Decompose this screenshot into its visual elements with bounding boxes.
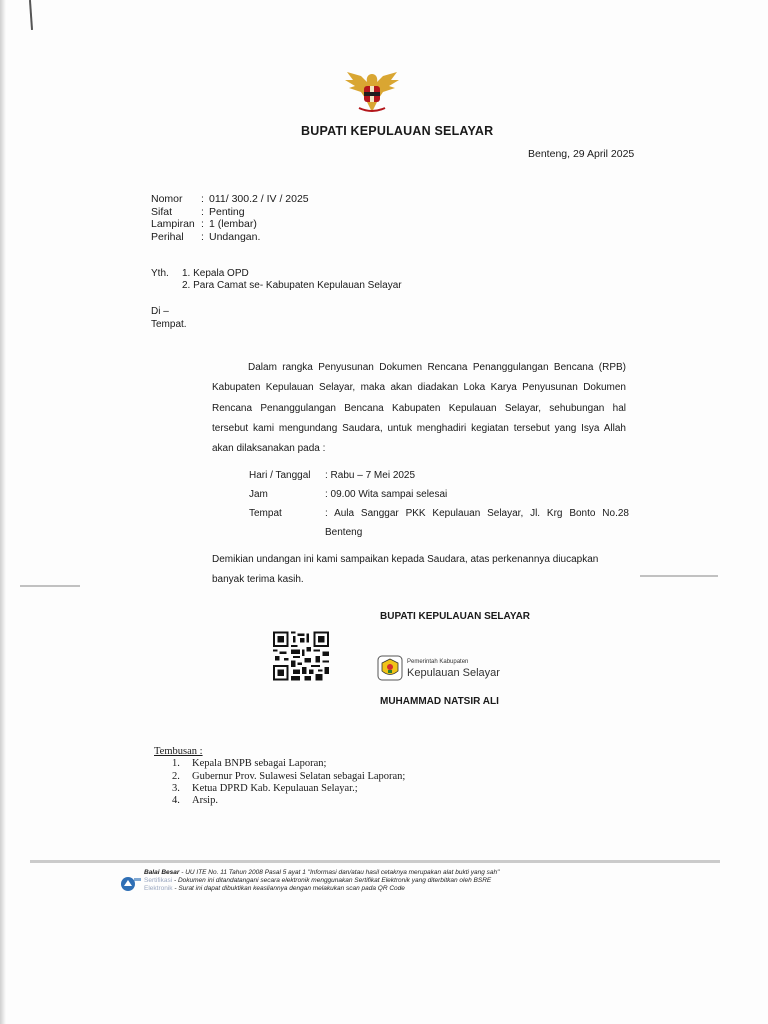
place-line: Tempat. bbox=[151, 318, 187, 330]
meta-value: 1 (lembar) bbox=[209, 218, 257, 230]
e-signature-seal bbox=[377, 652, 509, 684]
list-item bbox=[154, 783, 405, 795]
carbon-copy-block bbox=[154, 746, 405, 807]
meta-row-lampiran bbox=[151, 218, 309, 231]
detail-row-date bbox=[249, 466, 629, 485]
cc-number: 3. bbox=[172, 782, 180, 794]
detail-row-time bbox=[249, 485, 629, 504]
e-signature-footer bbox=[118, 869, 598, 892]
recipient-spacer bbox=[151, 280, 182, 292]
cc-title: Tembusan : bbox=[154, 746, 203, 757]
meta-row-perihal bbox=[151, 231, 309, 244]
detail-label: Tempat bbox=[249, 508, 282, 519]
event-details bbox=[249, 466, 629, 542]
cc-number: 4. bbox=[172, 795, 180, 807]
recipient-place bbox=[151, 306, 187, 331]
letter-meta bbox=[151, 193, 309, 243]
detail-label: Hari / Tanggal bbox=[249, 470, 311, 481]
cc-text: Kepala BNPB sebagai Laporan; bbox=[192, 758, 327, 770]
body-paragraph-text: Dalam rangka Penyusunan Dokumen Rencana Penanggulangan Bencana (RPB) Kabupaten Kepulauan Selayar, maka akan diadakan Loka Karya Penyusunan Dokumen Rencana Penanggulangan Bencana Kabupaten Kepulauan Selayar, sehubungan hal tersebut kami mengundang Saudara, untuk menghadiri kegiatan tersebut yang Isya Allah akan dilaksanakan pada : bbox=[212, 362, 626, 455]
detail-value: : Rabu – 7 Mei 2025 bbox=[325, 470, 416, 481]
footer-label: Elektronik bbox=[144, 884, 173, 892]
footer-line bbox=[144, 885, 598, 893]
qr-code-icon bbox=[273, 631, 329, 681]
fold-line bbox=[640, 575, 718, 577]
footer-text: - Surat ini dapat dibuktikan keasliannya dengan melakukan scan pada QR Code bbox=[172, 884, 405, 892]
footer-label: Sertifikasi bbox=[144, 876, 173, 884]
recipient-item: 2. Para Camat se- Kabupaten Kepulauan Selayar bbox=[182, 279, 402, 291]
detail-value: : Aula Sanggar PKK Kepulauan Selayar, Jl. Krg Bonto No.28 Benteng bbox=[325, 508, 629, 538]
recipient-row bbox=[151, 280, 402, 292]
recipient-row bbox=[151, 268, 402, 280]
detail-value: : 09.00 Wita sampai selesai bbox=[325, 489, 448, 500]
place-line: Di – bbox=[151, 306, 169, 317]
meta-colon: : bbox=[201, 193, 204, 205]
footer-text: - Dokumen ini ditandatangani secara elektronik menggunakan Sertifikat Elektronik yang diterbitkan oleh BSRE bbox=[172, 876, 492, 884]
detail-row-place bbox=[249, 504, 629, 542]
garuda-emblem-icon bbox=[341, 66, 403, 116]
page-edge-mark bbox=[29, 0, 33, 30]
footer-text: - UU ITE No. 11 Tahun 2008 Pasal 5 ayat 1 "Informasi dan/atau hasil cetaknya merupakan alat bukti yang sah" bbox=[179, 869, 500, 876]
meta-label: Nomor bbox=[151, 193, 183, 205]
regency-logo-icon bbox=[377, 655, 403, 681]
fold-line bbox=[20, 585, 80, 587]
cc-text: Ketua DPRD Kab. Kepulauan Selayar.; bbox=[192, 782, 358, 794]
signer-name: MUHAMMAD NATSIR ALI bbox=[380, 696, 499, 707]
cc-number: 2. bbox=[172, 770, 180, 782]
footer-line bbox=[144, 877, 598, 885]
recipient-block bbox=[151, 268, 402, 291]
meta-value: Penting bbox=[209, 205, 245, 218]
footer-label: Balai Besar bbox=[144, 869, 180, 876]
meta-value: 011/ 300.2 / IV / 2025 bbox=[209, 193, 309, 205]
fold-line bbox=[30, 860, 720, 863]
cc-text: Gubernur Prov. Sulawesi Selatan sebagai Laporan; bbox=[192, 770, 406, 782]
closing-paragraph: Demikian undangan ini kami sampaikan kepada Saudara, atas perkenannya diucapkan banyak terima kasih. bbox=[212, 554, 599, 585]
letterhead-title: BUPATI KEPULAUAN SELAYAR bbox=[301, 124, 494, 138]
meta-value: Undangan. bbox=[209, 230, 261, 243]
letter-date: Benteng, 29 April 2025 bbox=[528, 148, 635, 160]
meta-colon: : bbox=[201, 218, 204, 230]
list-item bbox=[154, 795, 405, 807]
recipient-prefix: Yth. bbox=[151, 268, 169, 279]
meta-colon: : bbox=[201, 205, 204, 218]
list-item bbox=[154, 771, 405, 783]
meta-row-sifat bbox=[151, 206, 309, 219]
body-paragraph bbox=[212, 358, 626, 459]
recipient-item: 1. Kepala OPD bbox=[182, 268, 249, 279]
meta-label: Sifat bbox=[151, 205, 173, 218]
cc-text: Arsip. bbox=[192, 795, 218, 807]
cc-list bbox=[154, 758, 405, 807]
footer-line bbox=[144, 869, 598, 877]
list-item bbox=[154, 758, 405, 770]
meta-label: Lampiran bbox=[151, 218, 195, 230]
seal-caption-big: Kepulauan Selayar bbox=[407, 667, 500, 679]
detail-label: Jam bbox=[249, 489, 268, 500]
cc-number: 1. bbox=[172, 758, 180, 770]
meta-label: Perihal bbox=[151, 230, 184, 243]
seal-caption-small: Pemerintah Kabupaten bbox=[407, 659, 469, 665]
meta-colon: : bbox=[201, 230, 204, 243]
signature-title: BUPATI KEPULAUAN SELAYAR bbox=[380, 611, 531, 622]
meta-row-nomor bbox=[151, 193, 309, 206]
page-edge-shadow bbox=[0, 0, 6, 1024]
